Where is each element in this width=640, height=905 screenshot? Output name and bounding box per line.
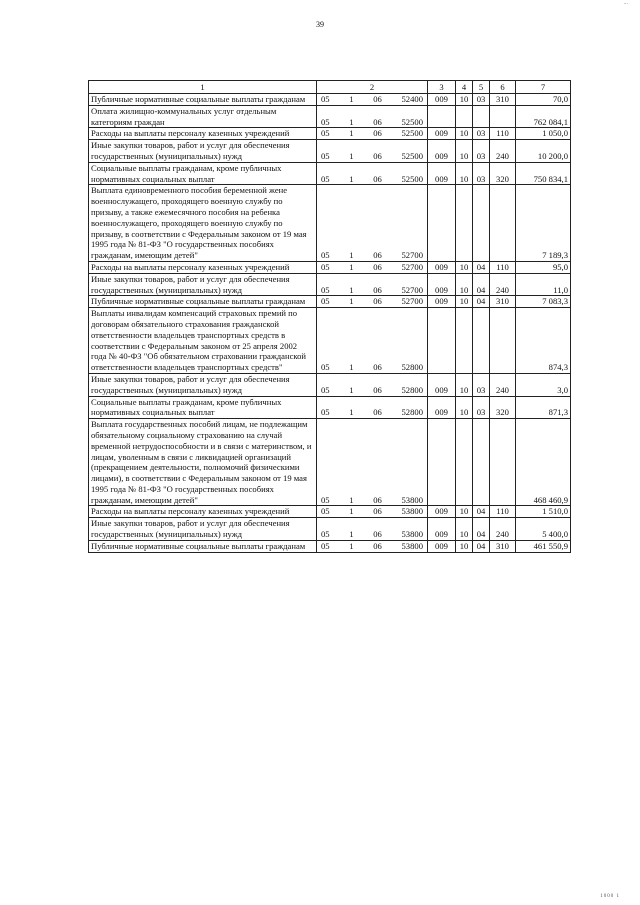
code-direction: 53800 <box>401 506 423 517</box>
grbs-cell: 009 <box>428 506 456 518</box>
target-code-cell <box>317 396 428 419</box>
subsection-cell <box>473 308 490 374</box>
page-number: 39 <box>316 20 324 29</box>
subsection-cell <box>473 105 490 128</box>
amount-cell: 461 550,9 <box>516 540 571 552</box>
table-row <box>89 518 571 541</box>
code-subprogram: 1 <box>349 296 354 307</box>
table-row <box>89 308 571 374</box>
grbs-cell: 009 <box>428 540 456 552</box>
header-cell: 1 <box>89 81 317 94</box>
code-subprogram: 1 <box>349 150 354 161</box>
expense-name-cell: Выплата единовременного пособия беременной жене военнослужащего, проходящего военную службу по призыву, а также ежемесячного пособия на ребенка военнослужащего, проходящего военную службу по призыву, в соответствии с Федеральным законом от 19 мая 1995 года № 81-ФЗ "О государственных пособиях гражданам, имеющим детей" <box>89 185 317 262</box>
target-code-cell <box>317 162 428 185</box>
code-direction: 52700 <box>401 284 423 295</box>
expense-type-cell <box>490 308 516 374</box>
expense-type-cell: 310 <box>490 540 516 552</box>
expense-name-cell: Иные закупки товаров, работ и услуг для обеспечения государственных (муниципальных) нужд <box>89 373 317 396</box>
code-program: 05 <box>321 362 330 373</box>
amount-cell: 468 460,9 <box>516 419 571 506</box>
header-cell: 5 <box>473 81 490 94</box>
code-event: 06 <box>373 506 382 517</box>
subsection-cell: 04 <box>473 273 490 296</box>
table-row <box>89 128 571 140</box>
table-row <box>89 140 571 163</box>
amount-cell: 750 834,1 <box>516 162 571 185</box>
subsection-cell: 04 <box>473 296 490 308</box>
amount-cell: 7 189,3 <box>516 185 571 262</box>
code-program: 05 <box>321 407 330 418</box>
subsection-cell <box>473 185 490 262</box>
target-code-cell <box>317 308 428 374</box>
table-row <box>89 162 571 185</box>
table-body <box>89 94 571 553</box>
grbs-cell: 009 <box>428 140 456 163</box>
section-cell <box>456 308 473 374</box>
target-code-cell <box>317 540 428 552</box>
expense-type-cell: 240 <box>490 140 516 163</box>
code-direction: 53800 <box>401 494 423 505</box>
subsection-cell: 04 <box>473 540 490 552</box>
table-row <box>89 185 571 262</box>
expense-name-cell: Расходы на выплаты персоналу казенных учреждений <box>89 261 317 273</box>
expense-name-cell: Публичные нормативные социальные выплаты гражданам <box>89 540 317 552</box>
grbs-cell: 009 <box>428 518 456 541</box>
grbs-cell: 009 <box>428 162 456 185</box>
amount-cell: 7 083,3 <box>516 296 571 308</box>
code-event: 06 <box>373 150 382 161</box>
code-direction: 52700 <box>401 296 423 307</box>
code-event: 06 <box>373 362 382 373</box>
table-row <box>89 94 571 106</box>
grbs-cell <box>428 185 456 262</box>
code-subprogram: 1 <box>349 540 354 551</box>
code-program: 05 <box>321 529 330 540</box>
code-event: 06 <box>373 296 382 307</box>
code-event: 06 <box>373 261 382 272</box>
target-code-cell <box>317 518 428 541</box>
section-cell <box>456 419 473 506</box>
section-cell: 10 <box>456 273 473 296</box>
code-program: 05 <box>321 150 330 161</box>
expense-name-cell: Расходы на выплаты персоналу казенных учреждений <box>89 128 317 140</box>
subsection-cell: 03 <box>473 140 490 163</box>
grbs-cell: 009 <box>428 94 456 106</box>
code-subprogram: 1 <box>349 128 354 139</box>
amount-cell: 1 050,0 <box>516 128 571 140</box>
code-subprogram: 1 <box>349 116 354 127</box>
expense-type-cell: 240 <box>490 518 516 541</box>
code-direction: 52400 <box>401 94 423 104</box>
target-code-cell <box>317 94 428 106</box>
code-subprogram: 1 <box>349 261 354 272</box>
table-row <box>89 105 571 128</box>
code-direction: 52700 <box>401 261 423 272</box>
code-subprogram: 1 <box>349 529 354 540</box>
code-event: 06 <box>373 250 382 261</box>
table-row <box>89 419 571 506</box>
code-program: 05 <box>321 94 330 104</box>
amount-cell: 762 084,1 <box>516 105 571 128</box>
code-direction: 52800 <box>401 384 423 395</box>
subsection-cell: 03 <box>473 396 490 419</box>
code-subprogram: 1 <box>349 94 354 104</box>
subsection-cell: 04 <box>473 261 490 273</box>
target-code-cell <box>317 419 428 506</box>
target-code-cell <box>317 140 428 163</box>
code-subprogram: 1 <box>349 407 354 418</box>
subsection-cell <box>473 419 490 506</box>
subsection-cell: 03 <box>473 128 490 140</box>
amount-cell: 871,3 <box>516 396 571 419</box>
section-cell: 10 <box>456 162 473 185</box>
table-row <box>89 373 571 396</box>
target-code-cell <box>317 273 428 296</box>
code-direction: 52500 <box>401 128 423 139</box>
code-event: 06 <box>373 494 382 505</box>
header-cell: 6 <box>490 81 516 94</box>
amount-cell: 874,3 <box>516 308 571 374</box>
expense-type-cell: 110 <box>490 506 516 518</box>
code-program: 05 <box>321 284 330 295</box>
grbs-cell: 009 <box>428 296 456 308</box>
subsection-cell: 03 <box>473 162 490 185</box>
code-subprogram: 1 <box>349 384 354 395</box>
code-program: 05 <box>321 173 330 184</box>
subsection-cell: 04 <box>473 518 490 541</box>
expense-name-cell: Расходы на выплаты персоналу казенных учреждений <box>89 506 317 518</box>
code-event: 06 <box>373 94 382 104</box>
code-direction: 52800 <box>401 362 423 373</box>
expense-name-cell: Публичные нормативные социальные выплаты гражданам <box>89 94 317 106</box>
grbs-cell <box>428 308 456 374</box>
code-program: 05 <box>321 296 330 307</box>
grbs-cell <box>428 419 456 506</box>
header-cell: 4 <box>456 81 473 94</box>
header-cell: 3 <box>428 81 456 94</box>
grbs-cell <box>428 105 456 128</box>
section-cell <box>456 185 473 262</box>
header-cell: 7 <box>516 81 571 94</box>
code-event: 06 <box>373 384 382 395</box>
section-cell: 10 <box>456 128 473 140</box>
footer-mark: 1000 1 <box>600 894 620 899</box>
code-program: 05 <box>321 494 330 505</box>
expense-name-cell: Выплата государственных пособий лицам, не подлежащим обязательному социальному страхованию на случай временной нетрудоспособности и в связи с материнством, и лицам, уволенным в связи с ликвидацией организаций (прекращением деятельности, полномочий физическими лицами), в соответствии с Федеральным законом от 19 мая 1995 года № 81-ФЗ "О государственных пособиях гражданам, имеющим детей" <box>89 419 317 506</box>
table-row <box>89 273 571 296</box>
code-direction: 53800 <box>401 540 423 551</box>
header-cell: 2 <box>317 81 428 94</box>
amount-cell: 3,0 <box>516 373 571 396</box>
expense-name-cell: Иные закупки товаров, работ и услуг для обеспечения государственных (муниципальных) нужд <box>89 273 317 296</box>
header-row <box>89 81 571 94</box>
section-cell: 10 <box>456 518 473 541</box>
code-direction: 53800 <box>401 529 423 540</box>
amount-cell: 70,0 <box>516 94 571 106</box>
section-cell: 10 <box>456 296 473 308</box>
code-program: 05 <box>321 116 330 127</box>
subsection-cell: 04 <box>473 506 490 518</box>
code-direction: 52700 <box>401 250 423 261</box>
code-program: 05 <box>321 384 330 395</box>
table-row <box>89 506 571 518</box>
code-direction: 52500 <box>401 116 423 127</box>
expense-type-cell: 320 <box>490 396 516 419</box>
expense-name-cell: Иные закупки товаров, работ и услуг для обеспечения государственных (муниципальных) нужд <box>89 518 317 541</box>
expense-type-cell: 240 <box>490 373 516 396</box>
code-program: 05 <box>321 250 330 261</box>
table-row <box>89 296 571 308</box>
grbs-cell: 009 <box>428 128 456 140</box>
target-code-cell <box>317 296 428 308</box>
code-subprogram: 1 <box>349 284 354 295</box>
table-row <box>89 540 571 552</box>
corner-mark: ... <box>623 0 628 6</box>
expense-type-cell: 240 <box>490 273 516 296</box>
code-direction: 52500 <box>401 173 423 184</box>
code-program: 05 <box>321 261 330 272</box>
expense-name-cell: Социальные выплаты гражданам, кроме публичных нормативных социальных выплат <box>89 162 317 185</box>
code-event: 06 <box>373 284 382 295</box>
code-subprogram: 1 <box>349 506 354 517</box>
expense-name-cell: Публичные нормативные социальные выплаты гражданам <box>89 296 317 308</box>
grbs-cell: 009 <box>428 273 456 296</box>
section-cell: 10 <box>456 540 473 552</box>
expense-type-cell <box>490 419 516 506</box>
code-event: 06 <box>373 407 382 418</box>
section-cell: 10 <box>456 396 473 419</box>
code-event: 06 <box>373 173 382 184</box>
expense-type-cell: 320 <box>490 162 516 185</box>
section-cell: 10 <box>456 94 473 106</box>
expense-name-cell: Выплаты инвалидам компенсаций страховых премий по договорам обязательного страхования гражданской ответственности владельцев транспортных средств в соответствии с Федеральным законом от 25 апреля 2002 года № 40-ФЗ "Об обязательном страховании гражданской ответственности владельцев транспортных средств" <box>89 308 317 374</box>
table-row <box>89 261 571 273</box>
expense-type-cell: 110 <box>490 261 516 273</box>
section-cell: 10 <box>456 506 473 518</box>
code-program: 05 <box>321 540 330 551</box>
subsection-cell: 03 <box>473 94 490 106</box>
code-direction: 52800 <box>401 407 423 418</box>
code-event: 06 <box>373 128 382 139</box>
code-program: 05 <box>321 506 330 517</box>
subsection-cell: 03 <box>473 373 490 396</box>
target-code-cell <box>317 261 428 273</box>
expense-name-cell: Оплата жилищно-коммунальных услуг отдельным категориям граждан <box>89 105 317 128</box>
amount-cell: 1 510,0 <box>516 506 571 518</box>
code-subprogram: 1 <box>349 250 354 261</box>
amount-cell: 10 200,0 <box>516 140 571 163</box>
target-code-cell <box>317 128 428 140</box>
code-program: 05 <box>321 128 330 139</box>
expense-name-cell: Социальные выплаты гражданам, кроме публичных нормативных социальных выплат <box>89 396 317 419</box>
amount-cell: 95,0 <box>516 261 571 273</box>
expense-type-cell <box>490 185 516 262</box>
table-header <box>89 81 571 94</box>
code-subprogram: 1 <box>349 173 354 184</box>
expense-type-cell: 110 <box>490 128 516 140</box>
code-direction: 52500 <box>401 150 423 161</box>
amount-cell: 5 400,0 <box>516 518 571 541</box>
section-cell <box>456 105 473 128</box>
target-code-cell <box>317 373 428 396</box>
section-cell: 10 <box>456 140 473 163</box>
code-event: 06 <box>373 540 382 551</box>
expense-name-cell: Иные закупки товаров, работ и услуг для обеспечения государственных (муниципальных) нужд <box>89 140 317 163</box>
section-cell: 10 <box>456 261 473 273</box>
expense-type-cell <box>490 105 516 128</box>
amount-cell: 11,0 <box>516 273 571 296</box>
target-code-cell <box>317 105 428 128</box>
expense-type-cell: 310 <box>490 94 516 106</box>
section-cell: 10 <box>456 373 473 396</box>
code-subprogram: 1 <box>349 494 354 505</box>
target-code-cell <box>317 185 428 262</box>
table-row <box>89 396 571 419</box>
expense-type-cell: 310 <box>490 296 516 308</box>
budget-table <box>88 80 571 553</box>
grbs-cell: 009 <box>428 373 456 396</box>
grbs-cell: 009 <box>428 261 456 273</box>
target-code-cell <box>317 506 428 518</box>
grbs-cell: 009 <box>428 396 456 419</box>
code-subprogram: 1 <box>349 362 354 373</box>
code-event: 06 <box>373 116 382 127</box>
code-event: 06 <box>373 529 382 540</box>
